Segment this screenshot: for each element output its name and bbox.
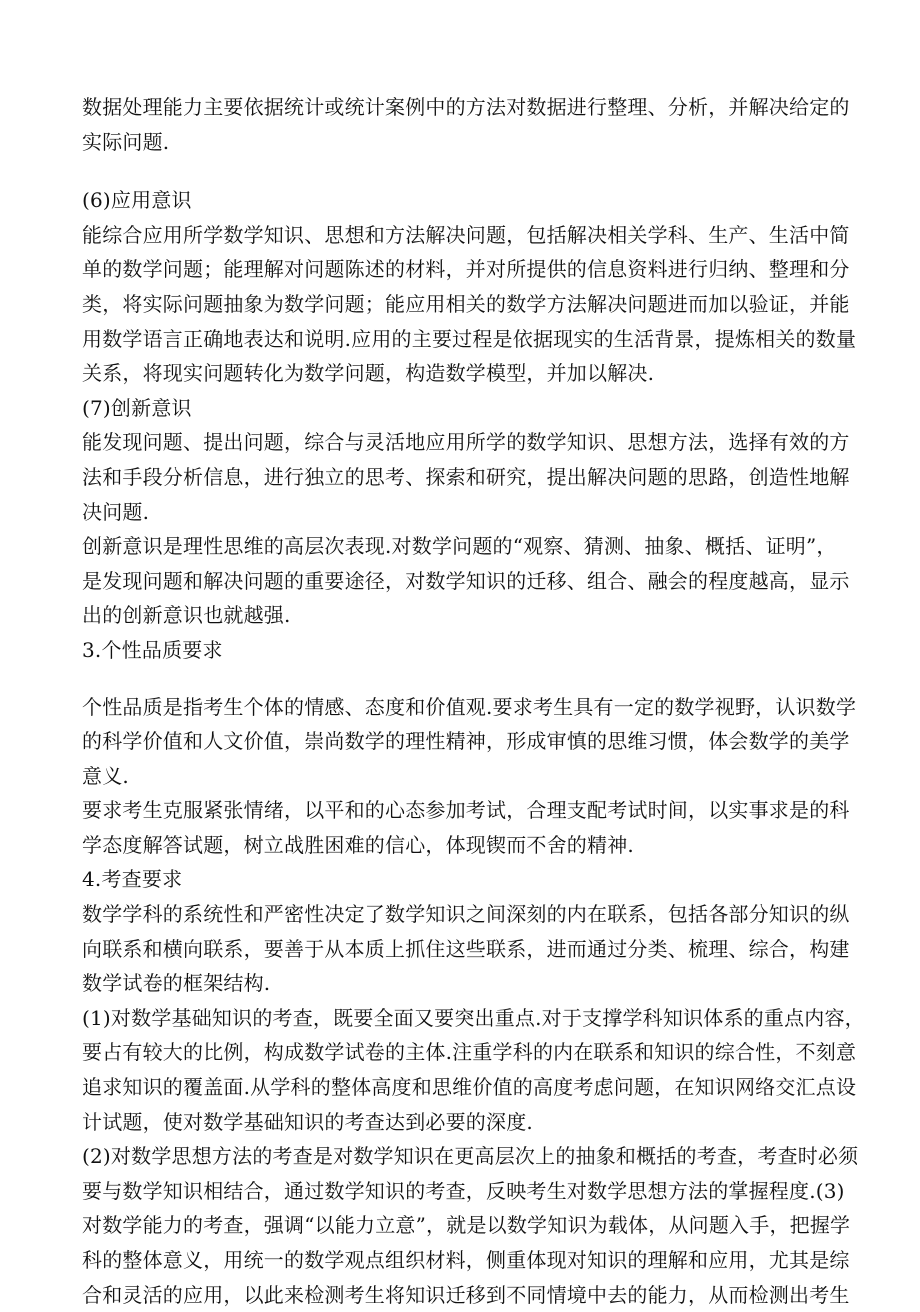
text-line: 合和灵活的应用，以此来检测考生将知识迁移到不同情境中去的能力，从而检测出考生 (82, 1282, 850, 1307)
text-line: 的科学价值和人文价值，崇尚数学的理性精神，形成审慎的思维习惯，体会数学的美学 (82, 729, 850, 754)
text-line: 科的整体意义，用统一的数学观点组织材料，侧重体现对知识的理解和应用，尤其是综 (82, 1248, 850, 1272)
text-line: 能发现问题、提出问题，综合与灵活地应用所学的数学知识、思想方法，选择有效的方 (82, 430, 850, 455)
spacer (82, 159, 842, 183)
text-line: 4.考查要求 (82, 867, 183, 892)
paragraph-exam-attitude (82, 793, 850, 862)
heading-personal-quality (82, 633, 842, 668)
text-line: 个性品质是指考生个体的情感、态度和价值观.要求考生具有一定的数学视野，认识数学 (82, 694, 857, 719)
text-line: 类，将实际问题抽象为数学问题；能应用相关的数学方法解决问题进而加以验证，并能 (82, 291, 850, 316)
text-line: 数学试卷的框架结构. (82, 971, 271, 996)
text-line: 关系，将现实问题转化为数学问题，构造数学模型，并加以解决. (82, 361, 655, 386)
text-line: 出的创新意识也就越强. (82, 603, 291, 628)
text-line: 意义. (82, 763, 129, 788)
text-line: 计试题，使对数学基础知识的考查达到必要的深度. (82, 1109, 533, 1134)
spacer (82, 668, 842, 690)
text-line: (1)对数学基础知识的考查，既要全面又要突出重点.对于支撑学科知识体系的重点内容， (82, 1005, 865, 1030)
paragraph-data-processing (82, 90, 850, 159)
text-line: 能综合应用所学数学知识、思想和方法解决问题，包括解决相关学科、生产、生活中简 (82, 222, 850, 247)
text-line: (7)创新意识 (82, 395, 192, 420)
paragraph-systematic (82, 897, 850, 1001)
text-line: 用数学语言正确地表达和说明.应用的主要过程是依据现实的生活背景，提炼相关的数量 (82, 326, 857, 351)
text-line: 追求知识的覆盖面.从学科的整体高度和思维价值的高度考虑问题，在知识网络交汇点设 (82, 1075, 857, 1100)
paragraph-personal-quality (82, 690, 857, 794)
text-line: 要与数学知识相结合，通过数学知识的考查，反映考生对数学思想方法的掌握程度.(3) (82, 1178, 845, 1203)
document-page (82, 90, 865, 1312)
text-line: (2)对数学思想方法的考查是对数学知识在更高层次上的抽象和概括的考查，考查时必须 (82, 1144, 859, 1169)
text-line: 3.个性品质要求 (82, 637, 223, 662)
paragraph-innovation-thinking (82, 529, 850, 633)
heading-exam-requirements (82, 862, 842, 897)
text-line: (6)应用意识 (82, 188, 192, 213)
text-line: 决问题. (82, 499, 150, 524)
paragraph-innovation (82, 425, 850, 529)
heading-application-awareness (82, 183, 842, 218)
paragraph-application (82, 218, 857, 391)
text-line: 要求考生克服紧张情绪，以平和的心态参加考试，合理支配考试时间，以实事求是的科 (82, 798, 850, 823)
text-line: 单的数学问题；能理解对问题陈述的材料，并对所提供的信息资料进行归纳、整理和分 (82, 257, 850, 282)
text-line: 对数学能力的考查，强调“以能力立意”，就是以数学知识为载体，从问题入手，把握学 (82, 1213, 851, 1238)
text-line: 法和手段分析信息，进行独立的思考、探索和研究，提出解决问题的思路，创造性地解 (82, 464, 850, 489)
paragraph-thinking-methods (82, 1139, 859, 1312)
heading-innovation-awareness (82, 391, 842, 426)
text-line: 创新意识是理性思维的高层次表现.对数学问题的“观察、猜测、抽象、概括、证明”， (82, 534, 837, 559)
text-line: 数据处理能力主要依据统计或统计案例中的方法对数据进行整理、分析，并解决给定的 (82, 95, 850, 119)
text-line: 要占有较大的比例，构成数学试卷的主体.注重学科的内在联系和知识的综合性，不刻意 (82, 1040, 857, 1065)
text-line: 学态度解答试题，树立战胜困难的信心，体现锲而不舍的精神. (82, 832, 634, 857)
text-line: 是发现问题和解决问题的重要途径，对数学知识的迁移、组合、融会的程度越高，显示 (82, 568, 850, 593)
text-line: 数学学科的系统性和严密性决定了数学知识之间深刻的内在联系，包括各部分知识的纵 (82, 902, 850, 927)
text-line: 实际问题. (82, 129, 170, 154)
paragraph-basic-knowledge (82, 1001, 865, 1139)
text-line: 向联系和横向联系，要善于从本质上抓住这些联系，进而通过分类、梳理、综合，构建 (82, 936, 850, 961)
